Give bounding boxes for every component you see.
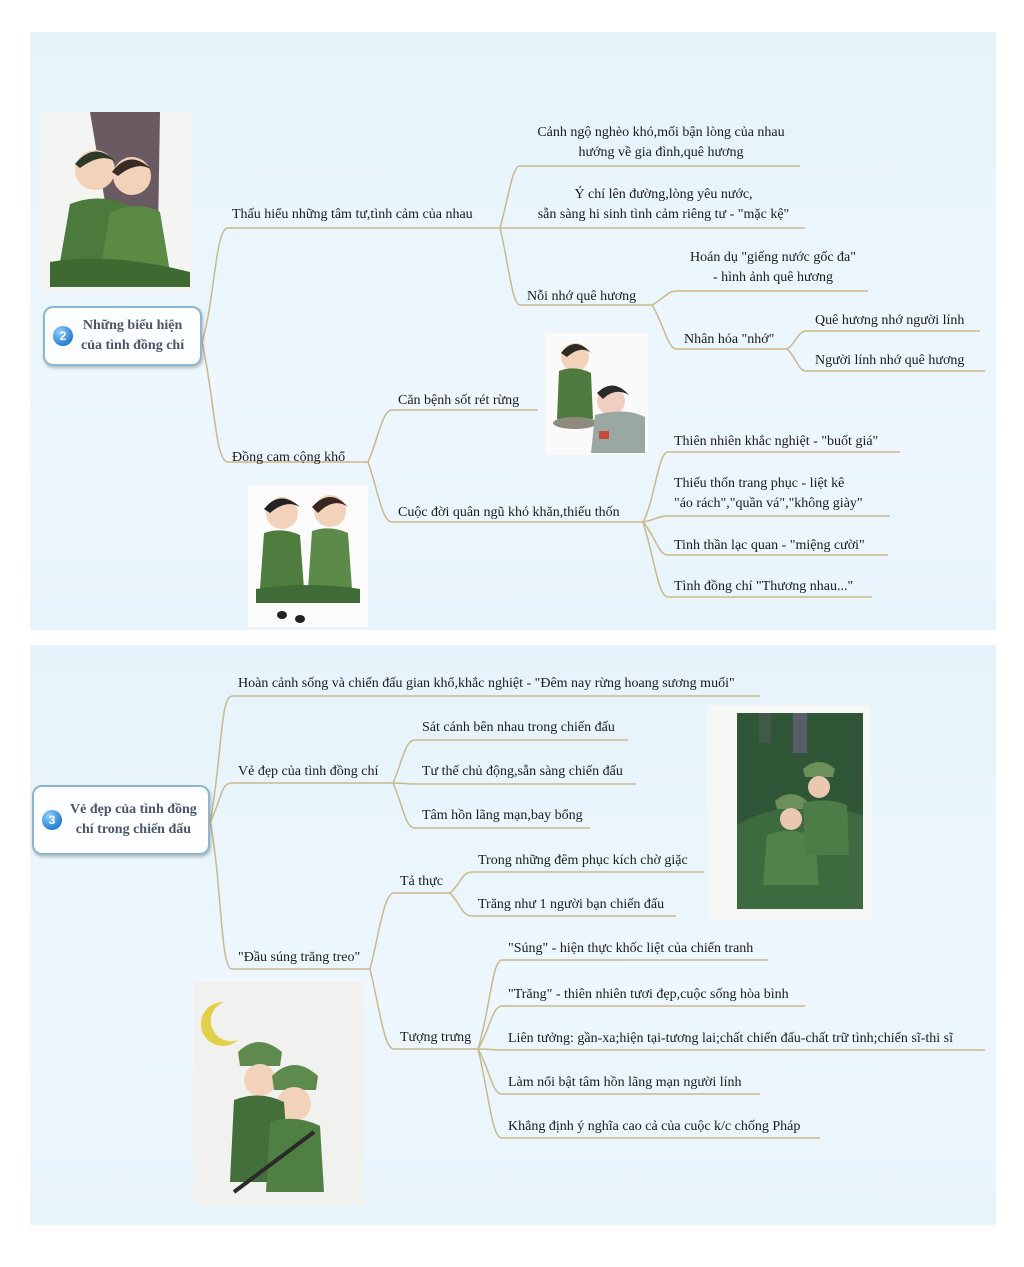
- node-symbolic[interactable]: Tượng trưng: [400, 1030, 472, 1045]
- sick-soldier-picture: [545, 333, 648, 455]
- node-meaning-resistance[interactable]: Khẳng định ý nghĩa cao cả của cuộc k/c chống Pháp: [508, 1119, 801, 1134]
- number-badge-2: 2: [53, 326, 73, 346]
- node-soldier-misses-homeland[interactable]: Người lính nhớ quê hương: [815, 353, 965, 368]
- root-node-label: Những biểu hiện của tình đồng chí: [81, 318, 185, 353]
- node-malaria[interactable]: Căn bệnh sốt rét rừng: [398, 393, 520, 408]
- node-ambush-nights[interactable]: Trong những đêm phục kích chờ giặc: [478, 853, 688, 868]
- connector-root2-branch-b: [202, 342, 368, 462]
- branch-shared-hardship[interactable]: Đồng cam cộng khổ: [232, 450, 346, 465]
- branch-understanding[interactable]: Thấu hiểu những tâm tư,tình cảm của nhau: [232, 207, 473, 222]
- soldiers-in-forest-picture: [707, 705, 871, 919]
- node-ready-to-fight[interactable]: Tư thế chủ động,sẵn sàng chiến đấu: [422, 764, 623, 779]
- node-metonymy[interactable]: Hoán dụ "giếng nước gốc đa" - hình ảnh quê hương: [690, 250, 856, 285]
- node-will-patriotism[interactable]: Ý chí lên đường,lòng yêu nước, sẵn sàng hi sinh tình cảm riêng tư - "mặc kệ": [537, 187, 790, 222]
- root-node-beauty[interactable]: [32, 785, 210, 855]
- node-homesick[interactable]: Nỗi nhớ quê hương: [527, 289, 637, 304]
- node-association[interactable]: Liên tưởng: gần-xa;hiện tại-tương lai;chất chiến đấu-chất trữ tình;chiến sĩ-thi sĩ: [508, 1031, 953, 1046]
- node-army-life[interactable]: Cuộc đời quân ngũ khó khăn,thiếu thốn: [398, 505, 620, 520]
- root-node-label: Vẻ đẹp của tình đồng chí trong chiến đấu: [70, 802, 197, 837]
- node-lacking-clothes[interactable]: Thiếu thốn trang phục - liệt kê "áo rách","quần vá","không giày": [674, 476, 863, 511]
- root-node-expressions[interactable]: [43, 306, 202, 366]
- node-comradeship[interactable]: Tình đồng chí "Thương nhau...": [674, 579, 854, 594]
- node-homeland-misses-soldier[interactable]: Quê hương nhớ người lính: [815, 313, 965, 328]
- soldiers-moon-picture: [194, 982, 364, 1206]
- node-moon-peace[interactable]: "Trăng" - thiên nhiên tươi đẹp,cuộc sống hòa bình: [508, 987, 789, 1002]
- branch-gun-moon[interactable]: "Đầu súng trăng treo": [238, 950, 361, 965]
- node-hardship-home[interactable]: Cảnh ngộ nghèo khó,mối bận lòng của nhau hướng về gia đình,quê hương: [537, 125, 785, 160]
- number-badge-3: 3: [42, 810, 62, 830]
- node-side-by-side[interactable]: Sát cánh bên nhau trong chiến đấu: [422, 720, 615, 735]
- node-moon-companion[interactable]: Trăng như 1 người bạn chiến đấu: [478, 897, 665, 912]
- node-romantic-soul[interactable]: Tâm hồn lãng mạn,bay bổng: [422, 808, 583, 823]
- branch-living-conditions[interactable]: Hoàn cảnh sống và chiến đấu gian khổ,khắc nghiệt - "Đêm nay rừng hoang sương muối": [238, 676, 735, 691]
- connector-root2-branch-a: [202, 228, 500, 342]
- node-realistic[interactable]: Tả thực: [400, 874, 443, 889]
- comrades-sitting-picture: [248, 485, 368, 627]
- soldiers-tree-picture: [40, 112, 192, 292]
- node-optimism[interactable]: Tinh thần lạc quan - "miệng cười": [674, 538, 865, 553]
- node-harsh-nature[interactable]: Thiên nhiên khắc nghiệt - "buốt giá": [674, 434, 879, 449]
- node-gun-reality[interactable]: "Súng" - hiện thực khốc liệt của chiến tranh: [508, 941, 754, 956]
- node-highlight-soul[interactable]: Làm nổi bật tâm hồn lãng mạn người lính: [508, 1075, 742, 1090]
- branch-beauty-of-comradeship[interactable]: Vẻ đẹp của tình đồng chí: [238, 764, 379, 779]
- node-personification[interactable]: Nhân hóa "nhớ": [684, 332, 775, 347]
